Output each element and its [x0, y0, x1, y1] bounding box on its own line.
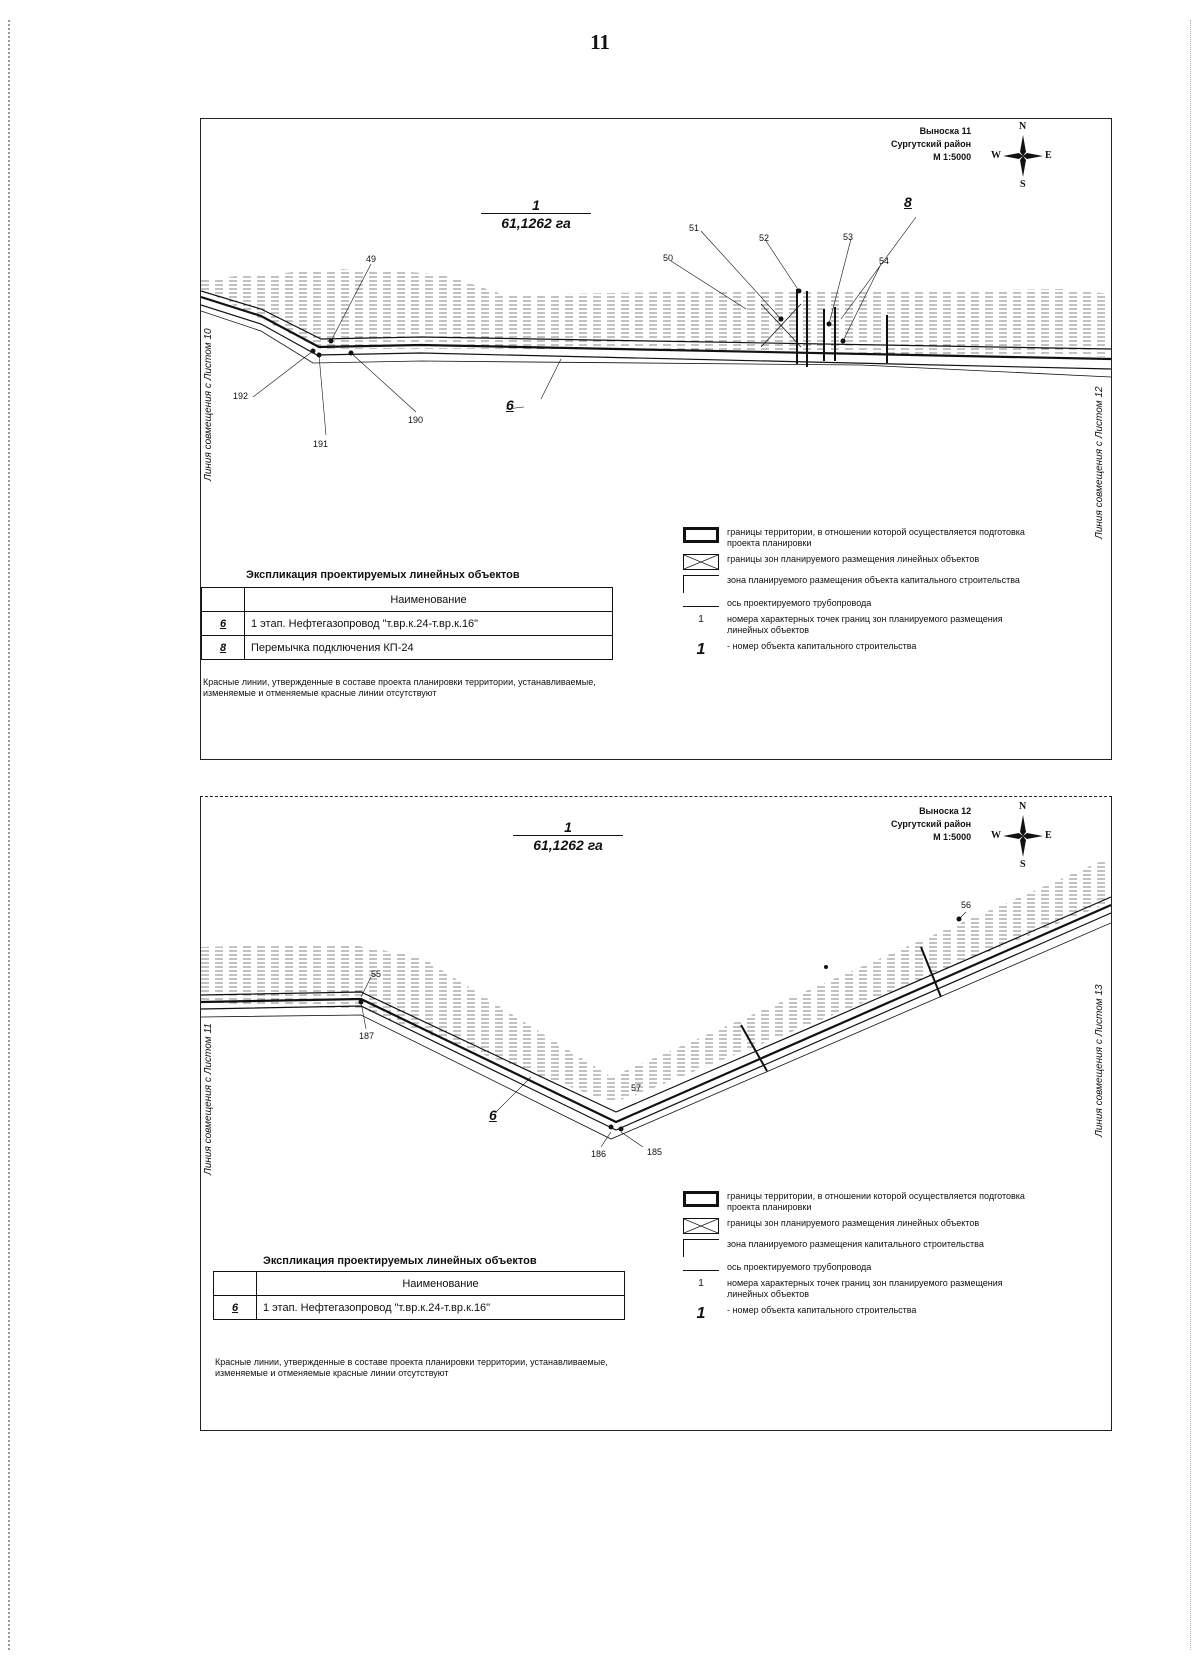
- compass-s: S: [1020, 179, 1026, 190]
- table-row: 6 1 этап. Нефтегазопровод "т.вр.к.24-т.вр.к.16": [214, 1296, 625, 1320]
- point-label: 54: [879, 256, 890, 266]
- table-row: 6 1 этап. Нефтегазопровод "т.вр.к.24-т.вр.к.16": [202, 612, 613, 636]
- compass-n: N: [1019, 121, 1027, 132]
- match-line-right: Линия совмещения с Листом 12: [1094, 386, 1105, 539]
- scan-edge-left: [8, 20, 12, 1650]
- point-label: 192: [233, 391, 249, 401]
- red-lines-note: Красные линии, утвержденные в составе проекта планировки территории, устанавливаемые, изменяемые и отменяемые красные линии отсутствуют: [215, 1357, 608, 1378]
- legend-row: ось проектируемого трубопровода: [683, 1262, 1027, 1273]
- compass-e: E: [1045, 830, 1052, 841]
- page-number: 11: [590, 30, 610, 54]
- point-label: 186: [591, 1149, 607, 1159]
- object-number: 1: [481, 197, 591, 214]
- territory-hatch: [201, 857, 1111, 1102]
- point-label: 56: [961, 900, 972, 910]
- point-label: 53: [843, 232, 854, 242]
- object-area: 61,1262 га: [533, 837, 603, 853]
- object-ref-6: 6: [506, 397, 514, 413]
- object-ref-8: 8: [904, 194, 912, 210]
- match-line-right: Линия совмещения с Листом 13: [1094, 984, 1105, 1137]
- point-number-symbol: 1: [698, 614, 704, 625]
- hatch-zone-symbol: [683, 1218, 719, 1234]
- point-label: 55: [371, 969, 382, 979]
- compass-s: S: [1020, 859, 1026, 870]
- map-sheet-12: [200, 796, 1112, 1431]
- point-label: 49: [366, 254, 377, 264]
- object-area: 61,1262 га: [501, 215, 571, 231]
- legend-row: границы зон планируемого размещения линейных объектов: [683, 1218, 1027, 1234]
- explication-header: Наименование: [245, 588, 613, 612]
- callout-district: Сургутский район: [891, 139, 972, 149]
- point-label: 57: [631, 1083, 642, 1093]
- point-label: 50: [663, 253, 674, 263]
- axis-line-symbol: [683, 1262, 719, 1271]
- object-number-symbol: 1: [696, 1305, 706, 1322]
- legend-row: 1 - номер объекта капитального строительства: [683, 641, 1027, 659]
- callout-title: Выноска 12: [919, 806, 972, 816]
- object-label: [481, 197, 591, 232]
- callout-scale: М 1:5000: [933, 832, 972, 842]
- point-label: 191: [313, 439, 329, 449]
- callout-block: [891, 805, 971, 844]
- point-label: 185: [647, 1147, 663, 1157]
- match-line-left: Линия совмещения с Листом 10: [203, 328, 214, 481]
- hatch-zone-symbol: [683, 554, 719, 570]
- explication-title: Экспликация проектируемых линейных объектов: [246, 569, 520, 581]
- callout-title: Выноска 11: [919, 126, 972, 136]
- point-label: 187: [359, 1031, 375, 1041]
- territory-hatch: [201, 269, 1111, 357]
- object-number-symbol: 1: [696, 641, 706, 658]
- point-label: 52: [759, 233, 770, 243]
- compass-rose-icon: [993, 121, 1053, 191]
- callout-block: [891, 125, 971, 164]
- legend-row: 1 - номер объекта капитального строительства: [683, 1305, 1027, 1323]
- explication-table: [213, 1271, 625, 1320]
- object-number: 1: [513, 819, 623, 836]
- boundary-symbol: [683, 527, 719, 543]
- explication-table: [201, 587, 613, 660]
- compass-n: N: [1019, 801, 1027, 812]
- explication-title: Экспликация проектируемых линейных объектов: [263, 1255, 537, 1267]
- compass-w: W: [991, 830, 1001, 841]
- callout-district: Сургутский район: [891, 819, 972, 829]
- callout-scale: М 1:5000: [933, 152, 972, 162]
- zone-symbol: [683, 1239, 719, 1257]
- legend-row: зона планируемого размещения капитального строительства: [683, 1239, 1027, 1257]
- match-line-left: Линия совмещения с Листом 11: [203, 1023, 214, 1175]
- object-label: [513, 819, 623, 854]
- map-legend: [683, 527, 1027, 664]
- legend-row: ось проектируемого трубопровода: [683, 598, 1027, 609]
- compass-w: W: [991, 150, 1001, 161]
- legend-row: границы зон планируемого размещения линейных объектов: [683, 554, 1027, 570]
- table-row: 8 Перемычка подключения КП-24: [202, 636, 613, 660]
- legend-row: границы территории, в отношении которой осуществляется подготовка проекта планировки: [683, 1191, 1027, 1213]
- scan-edge-right: [1190, 20, 1193, 1650]
- point-label: 51: [689, 223, 700, 233]
- legend-row: границы территории, в отношении которой осуществляется подготовка проекта планировки: [683, 527, 1027, 549]
- map-sheet-11: [200, 118, 1112, 760]
- legend-row: 1 номера характерных точек границ зон планируемого размещения линейных объектов: [683, 614, 1027, 636]
- axis-line-symbol: [683, 598, 719, 607]
- point-label: 190: [408, 415, 424, 425]
- legend-row: 1 номера характерных точек границ зон планируемого размещения линейных объектов: [683, 1278, 1027, 1300]
- explication-header: Наименование: [257, 1272, 625, 1296]
- legend-row: зона планируемого размещения объекта капитального строительства: [683, 575, 1027, 593]
- object-ref-6: 6: [489, 1107, 497, 1123]
- red-lines-note: Красные линии, утвержденные в составе проекта планировки территории, устанавливаемые, изменяемые и отменяемые красные линии отсутствуют: [203, 677, 596, 698]
- compass-e: E: [1045, 150, 1052, 161]
- map-legend: [683, 1191, 1027, 1328]
- point-number-symbol: 1: [698, 1278, 704, 1289]
- map-drawing: [201, 797, 1111, 1430]
- compass-rose-icon: [993, 801, 1053, 871]
- boundary-symbol: [683, 1191, 719, 1207]
- zone-symbol: [683, 575, 719, 593]
